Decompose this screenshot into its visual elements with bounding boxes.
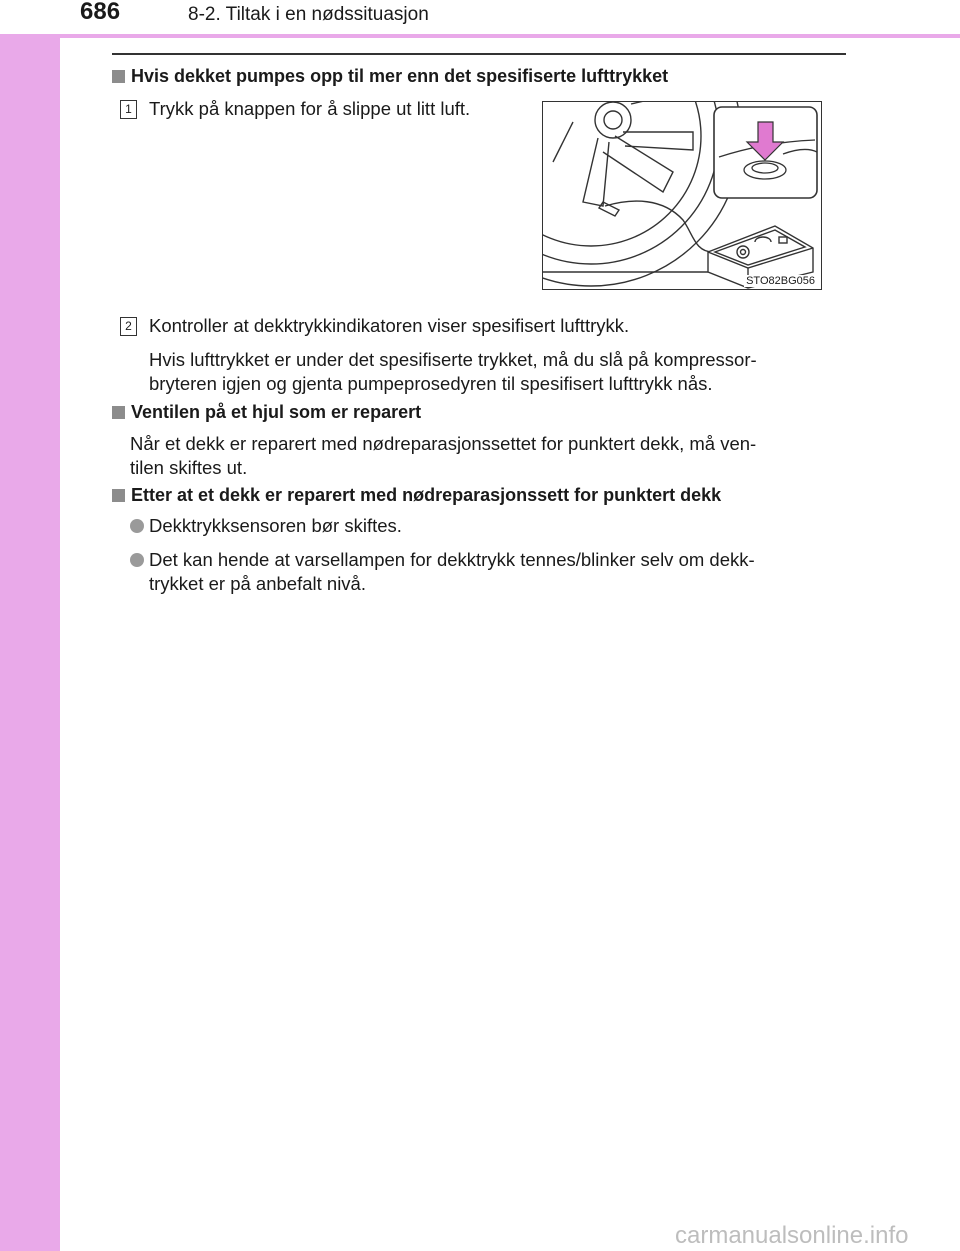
square-bullet-icon — [112, 70, 125, 83]
wheel-compressor-drawing — [543, 102, 821, 289]
valve-text-line-2: tilen skiftes ut. — [130, 457, 248, 478]
header-divider — [0, 34, 960, 38]
figure-id: STO82BG056 — [746, 275, 815, 287]
after-repair-bullet-2-line-2: trykket er på anbefalt nivå. — [149, 573, 366, 594]
step-1-text: Trykk på knappen for å slippe ut litt luft. — [149, 98, 471, 119]
compressor-illustration — [542, 101, 822, 290]
side-tab — [0, 0, 60, 1251]
circle-bullet-icon — [130, 553, 144, 567]
step-2-note-line-1: Hvis lufttrykket er under det spesifiserte trykket, må du slå på kompressor- — [149, 349, 757, 370]
heading-valve — [112, 402, 421, 423]
heading-after-repair — [112, 485, 721, 506]
page-header — [0, 0, 960, 36]
valve-text-line-1: Når et dekk er reparert med nødreparasjonssettet for punktert dekk, må ven- — [130, 433, 757, 454]
heading-overinflate — [112, 66, 668, 87]
heading-after-repair-text: Etter at et dekk er reparert med nødreparasjonssett for punktert dekk — [131, 485, 722, 505]
section-rule — [112, 53, 846, 55]
step-1-badge: 1 — [120, 100, 137, 119]
step-2-note-line-2: bryteren igjen og gjenta pumpeprosedyren til spesifisert lufttrykk nås. — [149, 373, 713, 394]
circle-bullet-icon — [130, 519, 144, 533]
heading-valve-text: Ventilen på et hjul som er reparert — [131, 402, 422, 422]
heading-overinflate-text: Hvis dekket pumpes opp til mer enn det spesifiserte lufttrykket — [131, 66, 669, 86]
step-2-text: Kontroller at dekktrykkindikatoren viser spesifisert lufttrykk. — [149, 315, 630, 336]
chapter-title: 8-2. Tiltak i en nødssituasjon — [188, 4, 429, 25]
after-repair-bullet-2-line-1: Det kan hende at varsellampen for dekktrykk tennes/blinker selv om dekk- — [149, 549, 755, 570]
square-bullet-icon — [112, 489, 125, 502]
step-2-badge: 2 — [120, 317, 137, 336]
page-number: 686 — [80, 0, 121, 25]
after-repair-bullet-1: Dekktrykksensoren bør skiftes. — [149, 515, 402, 536]
watermark: carmanualsonline.info — [675, 1222, 909, 1249]
square-bullet-icon — [112, 406, 125, 419]
